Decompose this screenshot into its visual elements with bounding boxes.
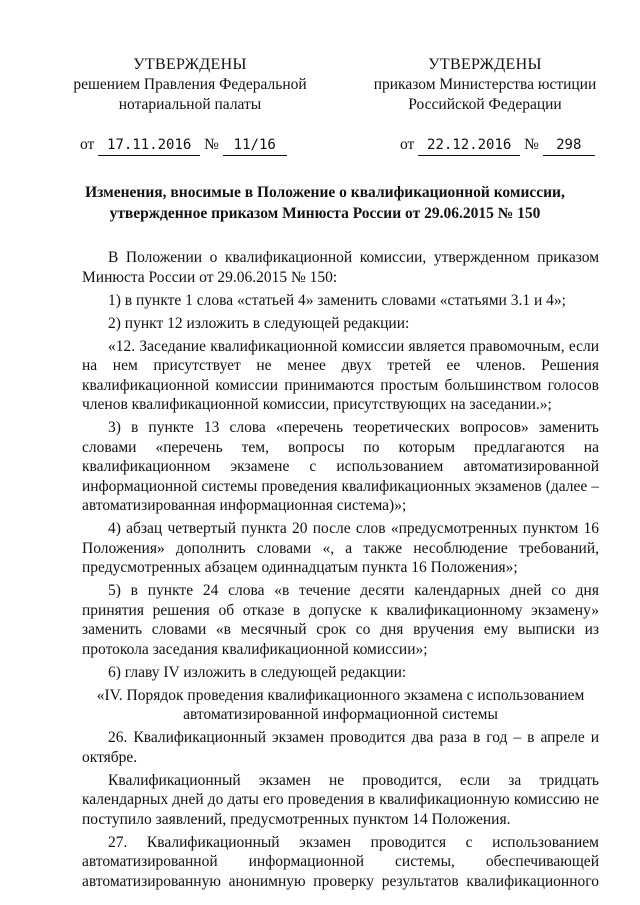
title-line: утвержденное приказом Минюста России от 29.06.2015 № 150 <box>109 205 541 222</box>
chapter-heading: «IV. Порядок проведения квалификационного экзамена с использованием автоматизированной информационной системы <box>96 686 585 723</box>
paragraph-clause-12: «12. Заседание квалификационной комиссии является правомочным, если на нем присутствует не менее двух третей ее членов. Решения квалификационной комиссии принимаются простым большинством голосов членов квалификационной комиссии, присутствующих на заседании.»; <box>82 337 599 413</box>
approval-reference <box>80 135 325 156</box>
paragraph-item-5: 5) в пункте 24 слова «в течение десяти календарных дней со дня принятия решения об отказе в допуске к квалификационному экзамену» заменить словами «в месячный срок со дня вручения ему выписки из протокола заседания квалификационной комиссии»; <box>82 582 599 658</box>
paragraph-item-3: 3) в пункте 13 слова «перечень теоретических вопросов» заменить словами «перечень тем, вопросы по которым предлагаются на квалификационном экзамене с использованием автоматизированной информационной системы проведения квалификационных экзаменов (далее – автоматизированная информационная система)»; <box>82 419 599 514</box>
paragraph-item-2: 2) пункт 12 изложить в следующей редакции: <box>108 314 410 332</box>
approval-number: 298 <box>543 135 595 156</box>
approval-line: нотариальной палаты <box>118 96 262 113</box>
paragraph-intro: В Положении о квалификационной комиссии, утвержденном приказом Минюста России от 29.06.2015 № 150: <box>82 249 599 286</box>
approval-date: 17.11.2016 <box>98 135 200 156</box>
date-prefix: от <box>80 136 95 153</box>
paragraph-item-1: 1) в пункте 1 слова «статьей 4» заменить словами «статьями 3.1 и 4»; <box>108 291 566 309</box>
document-body <box>82 248 599 891</box>
approval-line: Российской Федерации <box>408 96 562 113</box>
approval-notary-chamber <box>55 55 325 156</box>
approval-line: приказом Министерства юстиции <box>373 76 597 93</box>
approval-date: 22.12.2016 <box>418 135 520 156</box>
approval-reference <box>400 135 615 156</box>
approval-number: 11/16 <box>223 135 287 156</box>
paragraph-item-4: 4) абзац четвертый пункта 20 после слов «предусмотренных пунктом 16 Положения» дополнить словами «, а также несоблюдение требований, предусмотренных абзацем одиннадцатым пункта 16 Положения»; <box>82 520 599 576</box>
paragraph-exam-not-held: Квалификационный экзамен не проводится, если за тридцать календарных дней до даты его проведения в квалификационную комиссию не поступило заявлений, предусмотренных пунктом 14 Положения. <box>82 771 599 828</box>
number-prefix: № <box>204 136 219 153</box>
number-prefix: № <box>524 136 539 153</box>
title-line: Изменения, вносимые в Положение о квалификационной комиссии, <box>85 184 565 201</box>
approval-stamps <box>0 55 640 175</box>
date-prefix: от <box>400 136 415 153</box>
approval-heading: УТВЕРЖДЕНЫ <box>428 56 542 73</box>
approval-heading: УТВЕРЖДЕНЫ <box>133 56 247 73</box>
paragraph-clause-27: 27. Квалификационный экзамен проводится с использованием автоматизированной информационной системы, обеспечивающей автоматизированную анонимную проверку результатов квалификационного <box>82 833 599 890</box>
paragraph-clause-26: 26. Квалификационный экзамен проводится два раза в год – в апреле и октябре. <box>82 729 599 766</box>
document-title <box>60 182 590 224</box>
paragraph-item-6: 6) главу IV изложить в следующей редакции: <box>108 663 407 681</box>
approval-line: решением Правления Федеральной <box>73 76 307 93</box>
approval-ministry <box>355 55 615 156</box>
